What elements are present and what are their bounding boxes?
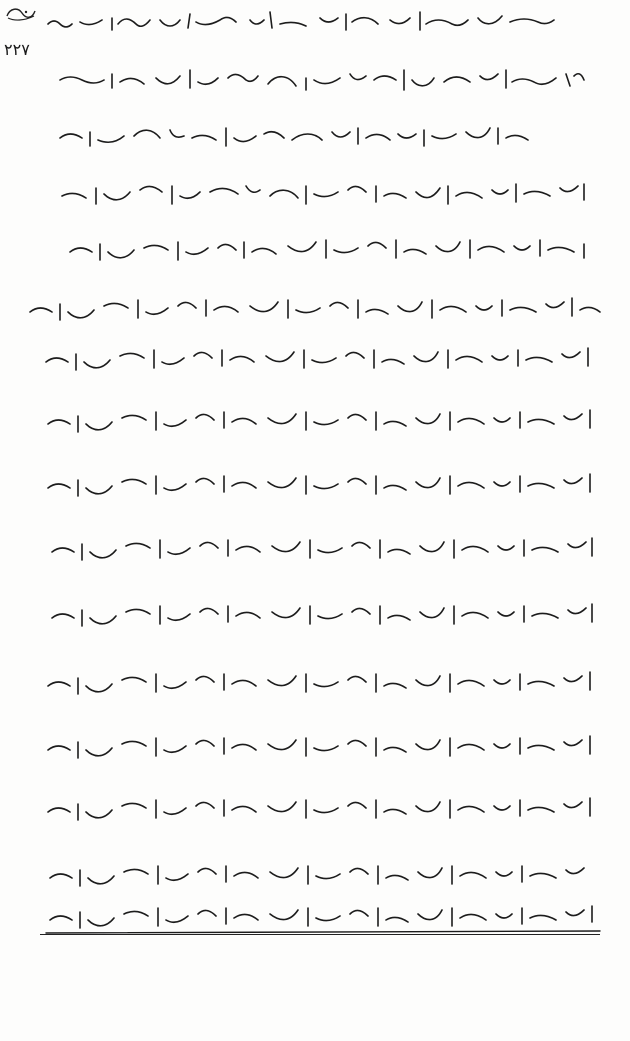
page-number: ۲۲۷ [4, 40, 30, 59]
